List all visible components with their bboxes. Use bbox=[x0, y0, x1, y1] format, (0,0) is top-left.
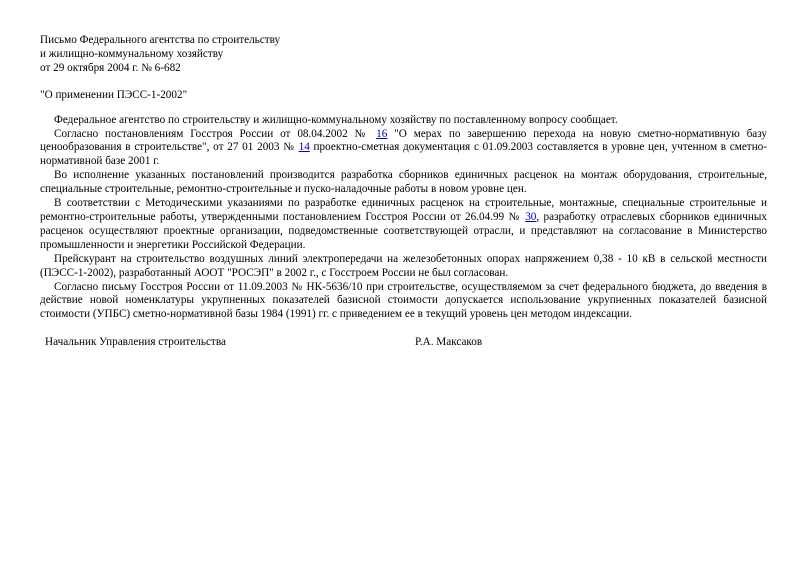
paragraph-development: Во исполнение указанных постановлений производится разработка сборников единичных расценок на монтаж оборудования, строительные, специальные строительные, ремонтно-строительные и пуско-наладочные работы в новом уровне цен. bbox=[40, 169, 767, 196]
paragraph-text: "О мерах по завершению перехода на новую сметно-нормативную базу ценообразования в строительстве", от 27 01 2003 № bbox=[40, 127, 767, 154]
document-header bbox=[40, 34, 767, 76]
paragraph-text: проектно-сметная документация с 01.09.2003 составляется в уровне цен, учтенном в сметно-нормативной базе 2001 г. bbox=[40, 141, 768, 168]
paragraph-price-list: Прейскурант на строительство воздушных линий электропередачи на железобетонных опорах напряжением 0,38 - 10 кВ в сельской местности (ПЭСС-1-2002), разработанный АООТ "РОСЭП" в 2002 г., с Госстроем России не был согласован. bbox=[40, 252, 767, 279]
link-resolution-30[interactable]: 30 bbox=[525, 210, 537, 223]
document-body bbox=[40, 114, 767, 323]
link-resolution-14[interactable]: 14 bbox=[298, 141, 310, 154]
signature-name: Р.А. Максаков bbox=[415, 336, 483, 349]
paragraph-intro: Федеральное агентство по строительству и жилищно-коммунальному хозяйству по поставленному вопросу сообщает. bbox=[54, 113, 618, 126]
paragraph-resolutions bbox=[40, 128, 767, 170]
document-subject: "О применении ПЭСС-1-2002" bbox=[40, 88, 188, 101]
document bbox=[40, 34, 767, 350]
header-line-issuer-continued: и жилищно-коммунальному хозяйству bbox=[40, 47, 224, 60]
paragraph-methodology bbox=[40, 197, 767, 253]
header-line-date-number: от 29 октября 2004 г. № 6-682 bbox=[40, 61, 181, 74]
signature-block bbox=[40, 336, 767, 350]
paragraph-text: В соответствии с Методическими указаниями по разработке единичных расценок на строительные, монтажные, специальные строительные и ремонтно-строительные работы, утвержденными постановлением Госстроя России от 26.04.99 № bbox=[40, 197, 767, 223]
link-resolution-16[interactable]: 16 bbox=[376, 127, 388, 140]
signature-title: Начальник Управления строительства bbox=[45, 336, 226, 349]
paragraph-text: , разработку отраслевых сборников единичных расценок осуществляют проектные организации, подведомственные соответствующей отрасли, и представляют на согласование в Министерство промышленности и энергетики Российской Федерации. bbox=[40, 210, 767, 251]
paragraph-text: Согласно постановлениям Госстроя России от 08.04.2002 № bbox=[54, 127, 377, 140]
paragraph-federal-budget: Согласно письму Госстроя России от 11.09.2003 № НК-5636/10 при строительстве, осуществляемом за счет федерального бюджета, до введения в действие новой номенклатуры укрупненных показателей базисной стоимости допускается использование укрупненных показателей базисной стоимости (УПБС) сметно-нормативной базы 1984 (1991) гг. с приведением ее в текущий уровень цен методом индексации. bbox=[40, 280, 767, 321]
header-line-issuer: Письмо Федерального агентства по строительству bbox=[40, 34, 281, 46]
